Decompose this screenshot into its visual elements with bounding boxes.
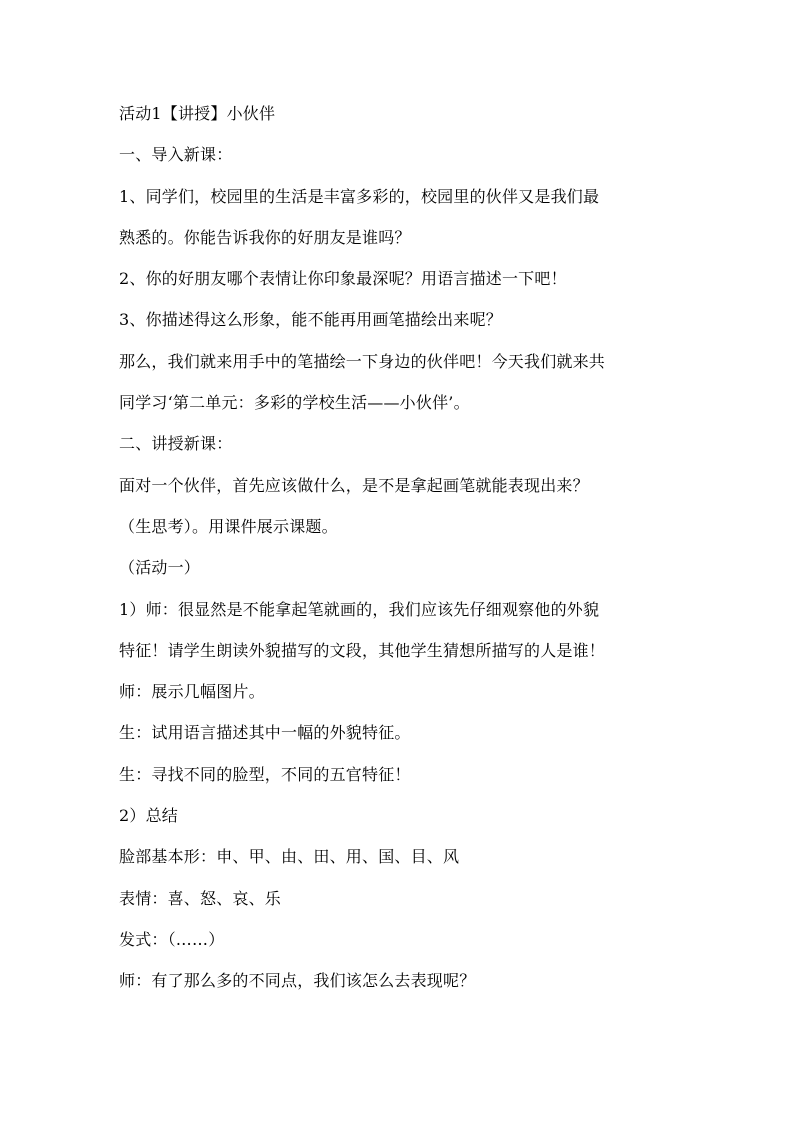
paragraph-line: 3、你描述得这么形象，能不能再用画笔描绘出来呢？	[119, 310, 502, 330]
paragraph-line: 同学习‘第二单元：多彩的学校生活——小伙伴’。	[119, 393, 470, 413]
paragraph-line: 表情：喜、怒、哀、乐	[119, 888, 282, 908]
lesson-title: 活动1【讲授】小伙伴	[119, 104, 276, 123]
paragraph-line: 面对一个伙伴，首先应该做什么，是不是拿起画笔就能表现出来？	[119, 475, 589, 495]
paragraph-line: 生：寻找不同的脸型，不同的五官特征！	[119, 764, 411, 784]
paragraph-line: 特征！请学生朗读外貌描写的文段，其他学生猜想所描写的人是谁！	[119, 640, 606, 660]
paragraph-line: （生思考）。用课件展示课题。	[119, 516, 338, 536]
paragraph-line: 2、你的好朋友哪个表情让你印象最深呢？用语言描述一下吧！	[119, 269, 567, 289]
summary-heading: 2）总结	[119, 806, 178, 826]
paragraph-line: 脸部基本形：申、甲、由、田、用、国、目、风	[119, 847, 460, 867]
section-heading-teaching: 二、讲授新课：	[119, 434, 233, 454]
section-heading-intro: 一、导入新课：	[119, 145, 233, 165]
paragraph-line: 熟悉的。你能告诉我你的好朋友是谁吗？	[119, 227, 411, 247]
paragraph-line: 发式：（……）	[119, 929, 225, 949]
activity-label: （活动一）	[119, 558, 201, 578]
paragraph-line: 师：展示几幅图片。	[119, 682, 265, 702]
paragraph-line: 师：有了那么多的不同点，我们该怎么去表现呢？	[119, 971, 476, 991]
document-body	[119, 104, 679, 1013]
paragraph-line: 那么，我们就来用手中的笔描绘一下身边的伙伴吧！今天我们就来共	[119, 351, 606, 371]
paragraph-line: 生：试用语言描述其中一幅的外貌特征。	[119, 723, 411, 743]
paragraph-line: 1）师：很显然是不能拿起笔就画的，我们应该先仔细观察他的外貌	[119, 599, 600, 619]
paragraph-line: 1、同学们，校园里的生活是丰富多彩的，校园里的伙伴又是我们最	[119, 186, 600, 206]
